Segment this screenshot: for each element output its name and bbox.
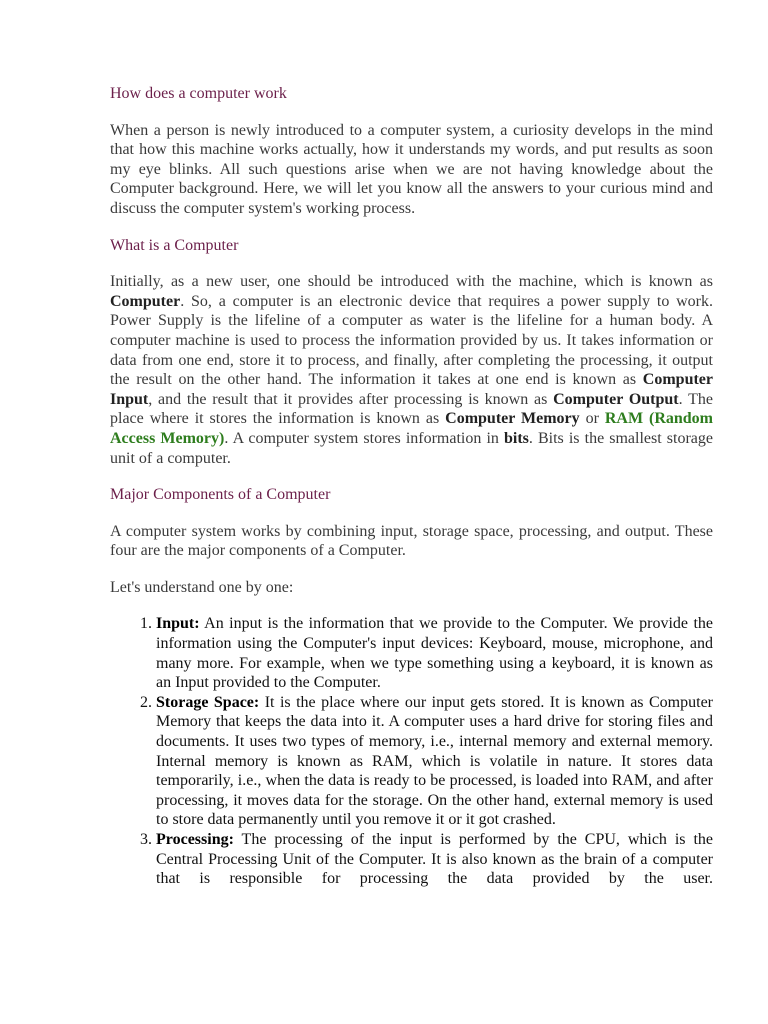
- intro-paragraph: When a person is newly introduced to a computer system, a curiosity develops in the mind that how this machine works actually, how it understands my words, and put results as soon my eye blinks. All such questions arise when we are not having knowledge about the Computer background. Here, we will let you know all the answers to your curious mind and discuss the computer system's working process.: [110, 121, 713, 217]
- text-run: . The place where it stores the information is known as: [110, 390, 714, 428]
- text-run: . Bits is the smallest storage unit of a computer.: [110, 429, 713, 467]
- list-item-text: It is the place where our input gets stored. It is known as Computer Memory that keeps the data into it. A computer uses a hard drive for storing files and documents. It uses two types of memory, i.e., internal memory and external memory. Internal memory is known as RAM, which is volatile in nature. It stores data temporarily, i.e., when the data is ready to be processed, is loaded into RAM, and after processing, it moves data for the storage. On the other hand, external memory is used to store data permanently until you remove it or it got crashed.: [156, 693, 713, 829]
- term-computer: Computer: [110, 292, 181, 310]
- section-heading-major-components: Major Components of a Computer: [110, 486, 331, 504]
- list-item-label: Input:: [156, 615, 200, 633]
- text-run: . So, a computer is an electronic device that requires a power supply to work. Power Supply is the lifeline of a computer as water is the lifeline for a human body. A computer machine is used to process the information provided by us. It takes information or data from one end, store it to process, and finally, after completing the processing, it output the result on the other hand. The information it takes at one end is known as: [110, 292, 713, 389]
- text-run: or: [579, 410, 605, 428]
- what-is-computer-paragraph: [110, 272, 713, 468]
- term-computer-input: Computer Input: [110, 371, 713, 408]
- list-item-text: The processing of the input is performed by the CPU, which is the Central Processing Unit of the Computer. It is also known as the brain of a computer that is responsible for processing the data provided by the user.: [156, 831, 713, 888]
- text-run: Initially, as a new user, one should be introduced with the machine, which is known as: [110, 273, 713, 291]
- lets-understand-text: Let's understand one by one:: [110, 578, 294, 596]
- list-item-input: [156, 614, 713, 692]
- components-paragraph: A computer system works by combining input, storage space, processing, and output. These four are the major components of a Computer.: [110, 522, 713, 560]
- term-ram-link: RAM (Random Access Memory): [110, 410, 713, 447]
- section-heading-what-is-computer: What is a Computer: [110, 236, 239, 254]
- list-item-storage: [156, 693, 713, 830]
- term-computer-output: Computer Output: [553, 390, 679, 408]
- section-heading-how-computer-works: How does a computer work: [110, 85, 287, 102]
- document-page: [110, 84, 713, 889]
- text-run: . A computer system stores information in: [224, 429, 504, 447]
- list-item-label: Processing:: [156, 831, 234, 848]
- term-computer-memory: Computer Memory: [445, 410, 580, 428]
- list-item-label: Storage Space:: [156, 693, 260, 711]
- list-item-processing: [156, 830, 713, 889]
- term-bits: bits: [503, 429, 529, 447]
- text-run: , and the result that it provides after processing is known as: [148, 390, 554, 408]
- components-list: [110, 614, 713, 888]
- list-item-text: An input is the information that we provide to the Computer. We provide the information using the Computer's input devices: Keyboard, mouse, microphone, and many more. For example, when we type something using a keyboard, it is known as an Input provided to the Computer.: [156, 615, 713, 692]
